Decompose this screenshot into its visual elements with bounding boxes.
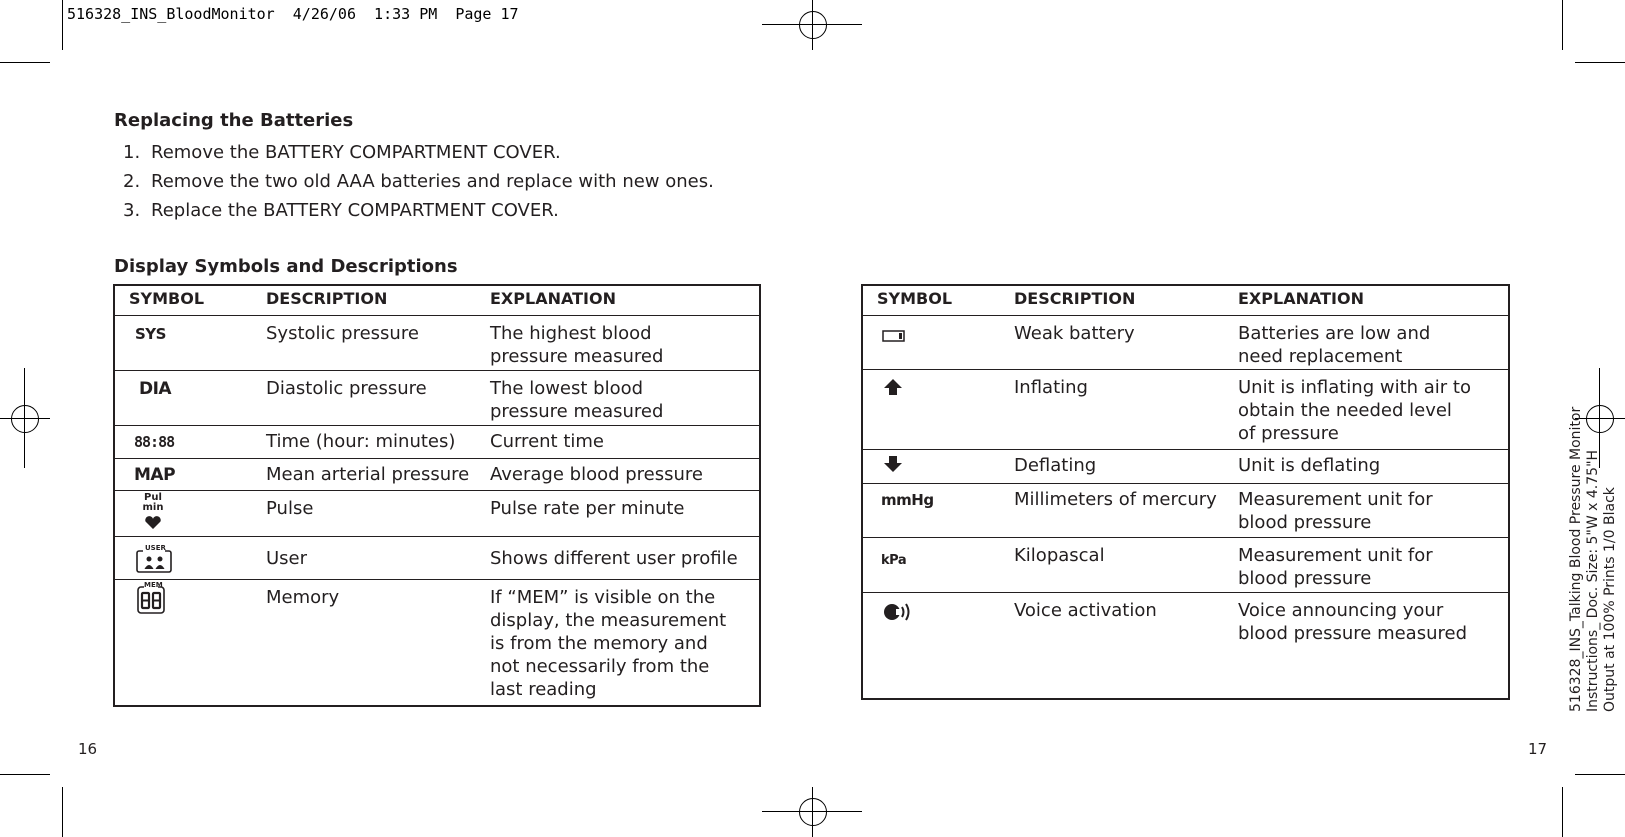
battery-step xyxy=(123,167,714,196)
side-note-line: Output at 100% Prints 1/0 Black xyxy=(1602,487,1618,712)
memory-icon xyxy=(137,582,165,614)
table-row xyxy=(862,370,1509,450)
row-explanation: Unit is inflating with air to obtain the needed level of pressure xyxy=(1238,370,1509,450)
battery-step xyxy=(123,196,714,225)
table-row xyxy=(114,316,760,371)
row-description: Deflating xyxy=(1014,450,1238,484)
pulse-heart-icon xyxy=(141,493,165,536)
map-icon: MAP xyxy=(134,465,176,485)
kpa-icon: kPa xyxy=(881,553,907,568)
user-icon-label: USER xyxy=(145,544,166,552)
memory-icon-label: MEM xyxy=(144,581,163,589)
side-note-line: Instructions_ Doc. Size: 5"W x 4.75"H xyxy=(1585,449,1601,712)
voice-icon xyxy=(882,601,916,623)
symbols-table-left xyxy=(113,284,761,707)
table-row xyxy=(862,538,1509,593)
deflating-arrow-down-icon xyxy=(883,455,903,473)
step-number: 1. xyxy=(123,142,141,163)
inflating-arrow-up-icon xyxy=(883,378,903,396)
row-description: Systolic pressure xyxy=(266,316,490,371)
row-description: Millimeters of mercury xyxy=(1014,484,1238,538)
symbols-table-right xyxy=(861,284,1510,700)
batteries-title: Replacing the Batteries xyxy=(114,110,354,131)
header-explanation: EXPLANATION xyxy=(1238,285,1509,316)
row-explanation: Measurement unit for blood pressure xyxy=(1238,538,1509,593)
table-row xyxy=(114,371,760,426)
header-description: DESCRIPTION xyxy=(1014,285,1238,316)
crop-mark xyxy=(1562,0,1563,50)
display-symbols-title: Display Symbols and Descriptions xyxy=(114,256,458,277)
print-slug: 516328_INS_BloodMonitor 4/26/06 1:33 PM Page 17 xyxy=(67,5,519,23)
row-explanation: Shows different user profile xyxy=(490,537,760,580)
row-explanation: Voice announcing your blood pressure measured xyxy=(1238,593,1509,699)
step-text: Remove the BATTERY COMPARTMENT COVER. xyxy=(151,142,561,163)
table-row xyxy=(114,537,760,580)
header-explanation: EXPLANATION xyxy=(490,285,760,316)
row-explanation: Pulse rate per minute xyxy=(490,491,760,537)
header-symbol: SYMBOL xyxy=(862,285,1014,316)
heart-icon xyxy=(144,516,162,530)
table-row xyxy=(862,484,1509,538)
table-row xyxy=(862,450,1509,484)
table-header-row xyxy=(862,285,1509,316)
row-explanation: Measurement unit for blood pressure xyxy=(1238,484,1509,538)
step-text: Remove the two old AAA batteries and replace with new ones. xyxy=(151,171,714,192)
header-description: DESCRIPTION xyxy=(266,285,490,316)
row-explanation: Batteries are low and need replacement xyxy=(1238,316,1509,370)
row-explanation: Average blood pressure xyxy=(490,459,760,491)
table-row xyxy=(862,593,1509,699)
side-note-line: 516328_INS_Talking Blood Pressure Monitor xyxy=(1568,406,1584,712)
crop-mark xyxy=(0,774,50,775)
row-description: Mean arterial pressure xyxy=(266,459,490,491)
row-description: Memory xyxy=(266,580,490,706)
table-row xyxy=(114,580,760,706)
table-row xyxy=(862,316,1509,370)
battery-steps-list xyxy=(123,138,714,225)
row-explanation: If “MEM” is visible on the display, the measurement is from the memory and not necessarily from the last reading xyxy=(490,580,760,706)
step-text: Replace the BATTERY COMPARTMENT COVER. xyxy=(151,200,559,221)
row-description: Time (hour: minutes) xyxy=(266,426,490,459)
table-row xyxy=(114,459,760,491)
row-description: Weak battery xyxy=(1014,316,1238,370)
battery-step xyxy=(123,138,714,167)
mmhg-icon: mmHg xyxy=(881,491,934,509)
time-digits-icon: 88:88 xyxy=(134,433,175,451)
table-header-row xyxy=(114,285,760,316)
step-number: 3. xyxy=(123,200,141,221)
row-explanation: Current time xyxy=(490,426,760,459)
row-description: Inflating xyxy=(1014,370,1238,450)
table-row xyxy=(114,426,760,459)
crop-mark xyxy=(1562,787,1563,837)
crop-mark xyxy=(1575,62,1625,63)
crop-mark xyxy=(62,0,63,50)
weak-battery-icon xyxy=(882,330,906,342)
row-description: Pulse xyxy=(266,491,490,537)
pulse-icon-label: Pul min xyxy=(142,492,164,513)
page-number-right: 17 xyxy=(1528,740,1548,758)
step-number: 2. xyxy=(123,171,141,192)
row-description: Kilopascal xyxy=(1014,538,1238,593)
row-explanation: The lowest blood pressure measured xyxy=(490,371,760,426)
table-row xyxy=(114,491,760,537)
row-explanation: The highest blood pressure measured xyxy=(490,316,760,371)
side-print-note xyxy=(1568,407,1619,712)
dia-icon: DIA xyxy=(139,379,172,399)
crop-mark xyxy=(1575,774,1625,775)
header-symbol: SYMBOL xyxy=(114,285,266,316)
crop-mark xyxy=(0,62,50,63)
crop-mark xyxy=(62,787,63,837)
user-icon xyxy=(136,545,172,573)
row-description: Diastolic pressure xyxy=(266,371,490,426)
row-description: User xyxy=(266,537,490,580)
sys-icon: SYS xyxy=(135,325,166,343)
row-explanation: Unit is deflating xyxy=(1238,450,1509,484)
page-number-left: 16 xyxy=(78,740,98,758)
row-description: Voice activation xyxy=(1014,593,1238,699)
